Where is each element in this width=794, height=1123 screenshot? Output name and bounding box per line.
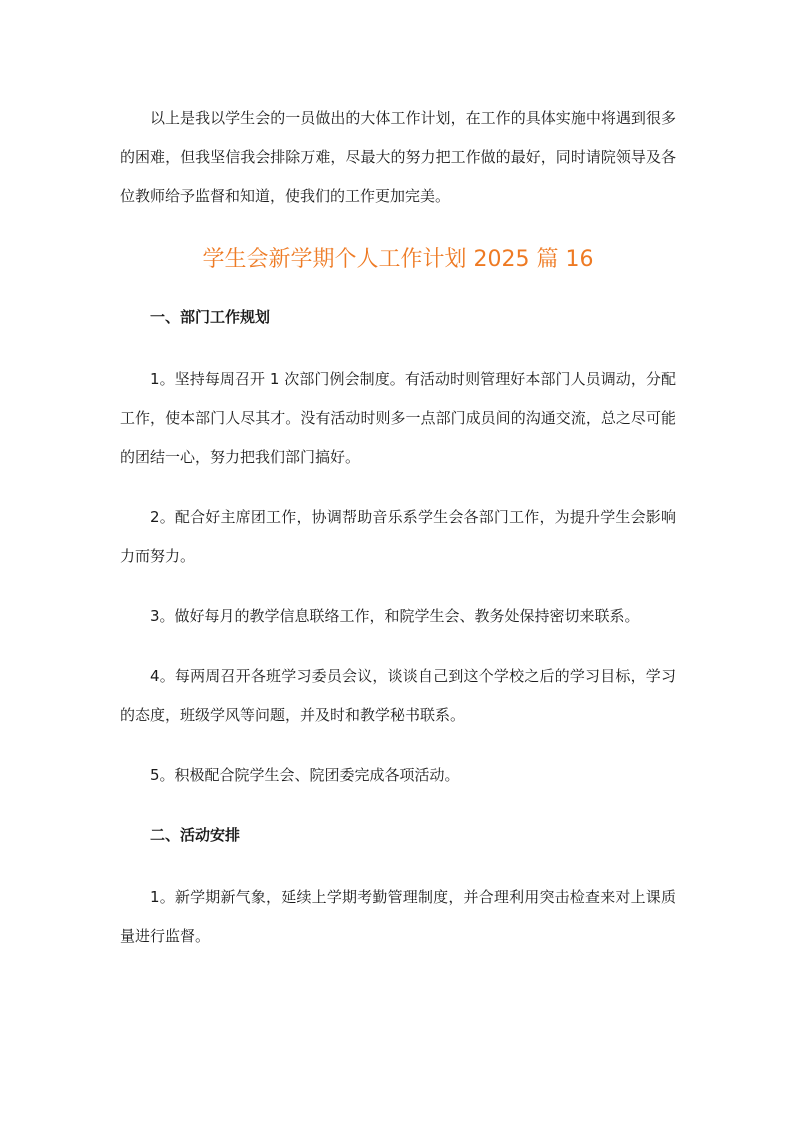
section-heading-activity-arrangement: 二、活动安排 — [150, 826, 241, 844]
activity-item-1: 1。新学期新气象，延续上学期考勤管理制度，并合理利用突击检查来对上课质量进行监督。 — [120, 888, 676, 945]
plan-item-4: 4。每两周召开各班学习委员会议，谈谈自己到这个学校之后的学习目标，学习的态度，班级学风等问题，并及时和教学秘书联系。 — [120, 667, 676, 724]
plan-item-3: 3。做好每月的教学信息联络工作，和院学生会、教务处保持密切来联系。 — [150, 607, 640, 625]
intro-paragraph: 以上是我以学生会的一员做出的大体工作计划，在工作的具体实施中将遇到很多的困难，但我坚信我会排除万难，尽最大的努力把工作做的最好，同时请院领导及各位教师给予监督和知道，使我们的工作更加完美。 — [120, 109, 676, 205]
section-heading-department-plan: 一、部门工作规划 — [150, 308, 271, 326]
plan-item-1: 1。坚持每周召开 1 次部门例会制度。有活动时则管理好本部门人员调动，分配工作，使本部门人尽其才。没有活动时则多一点部门成员间的沟通交流，总之尽可能的团结一心，努力把我们部门搞好。 — [120, 370, 676, 466]
document-title: 学生会新学期个人工作计划 2025 篇 16 — [202, 247, 594, 272]
plan-item-2: 2。配合好主席团工作，协调帮助音乐系学生会各部门工作，为提升学生会影响力而努力。 — [120, 508, 676, 565]
plan-item-5: 5。积极配合院学生会、院团委完成各项活动。 — [150, 766, 460, 784]
document-body — [120, 99, 676, 977]
